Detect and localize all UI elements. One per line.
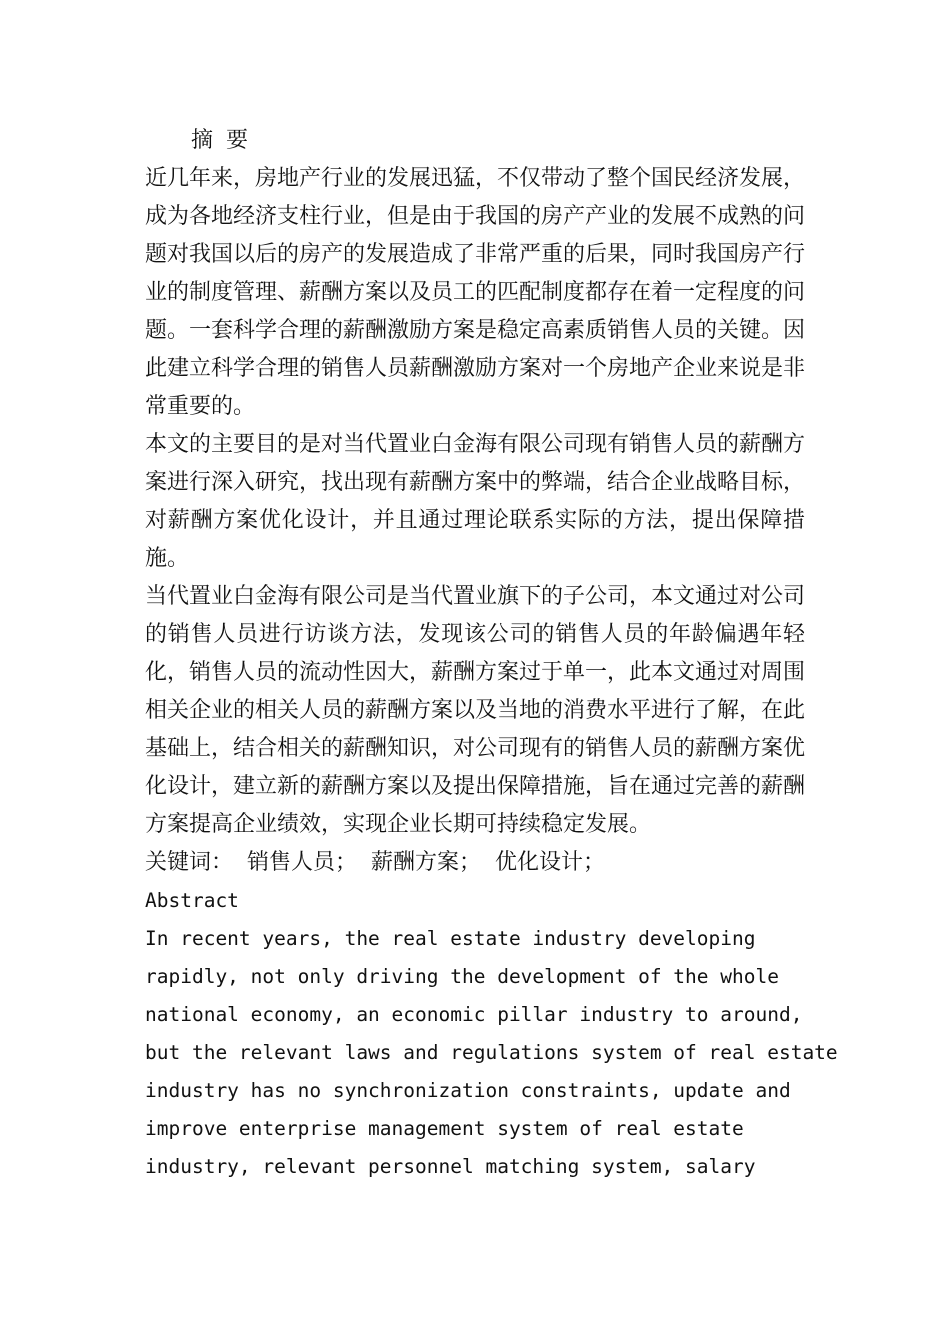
abstract-cn-paragraph-2: 本文的主要目的是对当代置业白金海有限公司现有销售人员的薪酬方案进行深入研究，找出现有薪酬方案中的弊端，结合企业战略目标，对薪酬方案优化设计，并且通过理论联系实际的方法，提出保障措施。 [145,432,806,571]
abstract-cn-paragraph-3: 当代置业白金海有限公司是当代置业旗下的子公司，本文通过对公司的销售人员进行访谈方法，发现该公司的销售人员的年龄偏遇年轻化，销售人员的流动性因大，薪酬方案过于单一，此本文通过对周围相关企业的相关人员的薪酬方案以及当地的消费水平进行了解，在此基础上，结合相关的薪酬知识，对公司现有的销售人员的薪酬方案优化设计，建立新的薪酬方案以及提出保障措施，旨在通过完善的薪酬方案提高企业绩效，实现企业长期可持续稳定发展。 [145,584,806,837]
abstract-en-line-6: improve enterprise management system of real estate [145,1117,744,1140]
abstract-cn-keywords: 关键词： 销售人员； 薪酬方案； 优化设计； [145,850,605,875]
abstract-en-line-1: In recent years, the real estate industry developing [145,927,756,950]
abstract-en-line-7: industry, relevant personnel matching system, salary [145,1155,756,1178]
abstract-cn-paragraph-1: 近几年来，房地产行业的发展迅猛，不仅带动了整个国民经济发展，成为各地经济支柱行业，但是由于我国的房产产业的发展不成熟的问题对我国以后的房产的发展造成了非常严重的后果，同时我国房产行业的制度管理、薪酬方案以及员工的匹配制度都存在着一定程度的问题。一套科学合理的薪酬激励方案是稳定高素质销售人员的关键。因此建立科学合理的销售人员薪酬激励方案对一个房地产企业来说是非常重要的。 [145,166,806,419]
abstract-en-line-5: industry has no synchronization constraints, update and [145,1079,791,1102]
abstract-cn-heading: 摘 要 [191,128,251,153]
document-content [145,122,838,1186]
abstract-en-line-2: rapidly, not only driving the development of the whole [145,965,779,988]
abstract-en-heading: Abstract [145,889,239,912]
abstract-en-line-4: but the relevant laws and regulations system of real estate [145,1041,838,1064]
abstract-en-line-3: national economy, an economic pillar industry to around, [145,1003,803,1026]
